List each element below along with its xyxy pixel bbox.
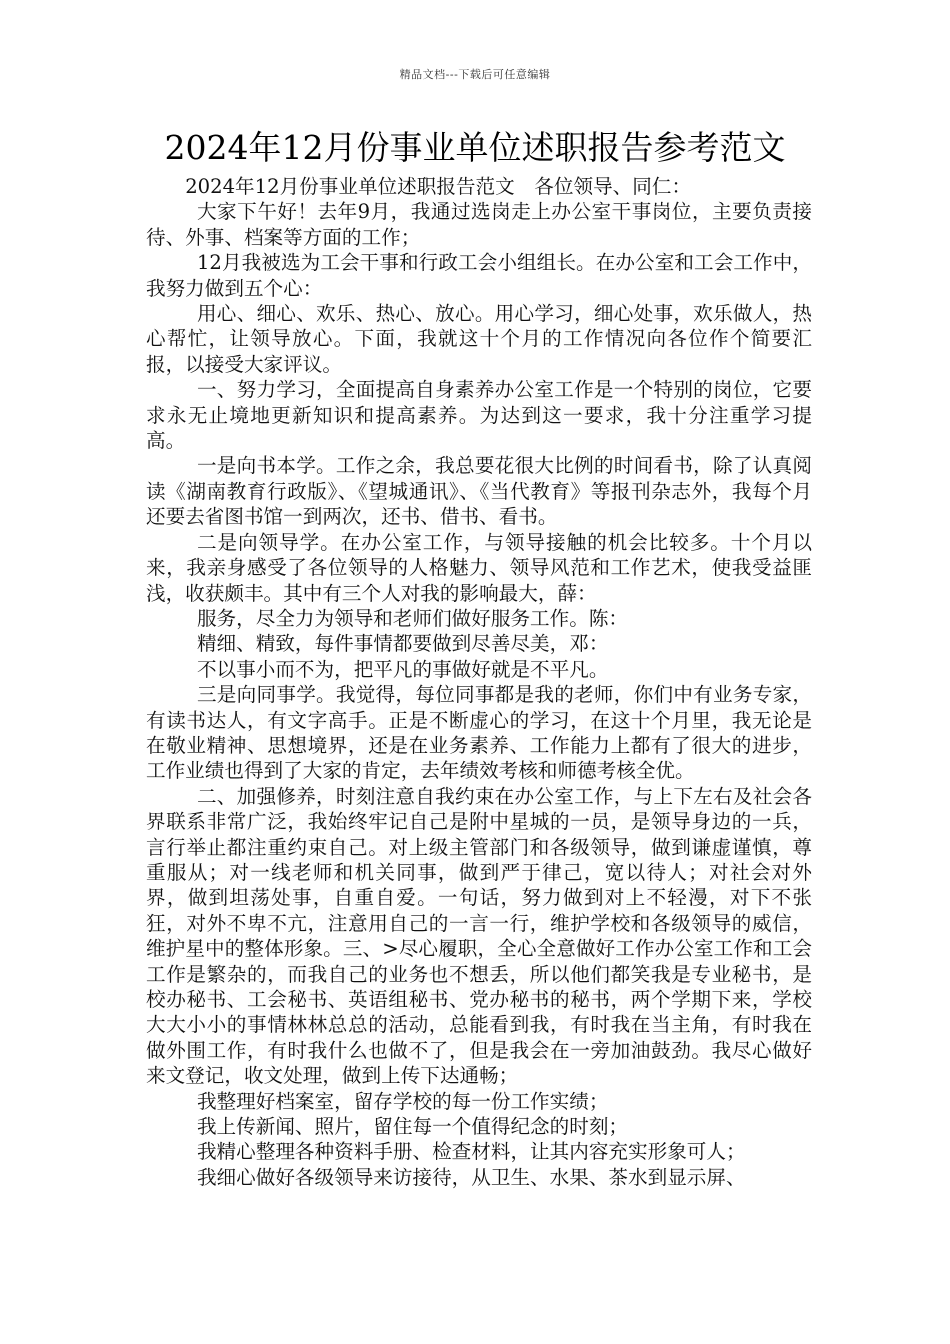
paragraph: 服务，尽全力为领导和老师们做好服务工作。陈： (196, 606, 629, 630)
paragraph: 12月我被选为工会干事和行政工会小组组长。在办公室和工会工作中，我努力做到五个心： (146, 251, 812, 300)
paragraph: 三是向同事学。我觉得，每位同事都是我的老师，你们中有业务专家，有读书达人，有文字高手。正是不断虚心的学习，在这十个月里，我无论是在敬业精神、思想境界，还是在业务素养、工作能力上都有了很大的进步，工作业绩也得到了大家的肯定，去年绩效考核和师德考核全优。 (146, 683, 812, 783)
document-body (146, 174, 812, 1190)
paragraph: 我整理好档案室，留存学校的每一份工作实绩； (196, 1089, 609, 1113)
paragraph: 一、努力学习，全面提高自身素养办公室工作是一个特别的岗位，它要求永无止境地更新知识和提高素养。为达到这一要求，我十分注重学习提高。 (146, 378, 812, 453)
paragraph: 精细、精致，每件事情都要做到尽善尽美，邓： (196, 632, 609, 656)
header-note: 精品文档---下载后可任意编辑 (399, 68, 551, 81)
paragraph: 不以事小而不为，把平凡的事做好就是不平凡。 (196, 657, 609, 681)
paragraph: 2024年12月份事业单位述职报告范文 各位领导、同仁： (185, 175, 692, 198)
paragraph: 用心、细心、欢乐、热心、放心。用心学习，细心处事，欢乐做人，热心帮忙，让领导放心。下面，我就这十个月的工作情况向各位作个简要汇报，以接受大家评议。 (146, 302, 812, 376)
paragraph: 一是向书本学。工作之余，我总要花很大比例的时间看书，除了认真阅读《湖南教育行政版》、《望城通讯》、《当代教育》等报刊杂志外，我每个月还要去省图书馆一到两次，还书、借书、看书。 (146, 454, 812, 529)
paragraph: 大家下午好！去年9月，我通过选岗走上办公室干事岗位，主要负责接待、外事、档案等方面的工作； (146, 200, 812, 249)
paragraph: 二是向领导学。在办公室工作，与领导接触的机会比较多。十个月以来，我亲身感受了各位领导的人格魅力、领导风范和工作艺术，使我受益匪浅，收获颇丰。其中有三个人对我的影响最大，薛： (146, 530, 812, 605)
paragraph: 我上传新闻、照片，留住每一个值得纪念的时刻； (196, 1115, 629, 1139)
paragraph: 二、加强修养，时刻注意自我约束在办公室工作，与上下左右及社会各界联系非常广泛，我始终牢记自己是附中星城的一员，是领导身边的一兵，言行举止都注重约束自己。对上级主管部门和各级领导，做到谦虚谨慎，尊重服从；对一线老师和机关同事，做到严于律己，宽以待人；对社会对外界，做到坦荡处事，自重自爱。一句话，努力做到对上不轻漫，对下不张狂，对外不卑不亢，注意用自己的一言一行，维护学校和各级领导的威信，维护星中的整体形象。三、>尽心履职，全心全意做好工作办公室工作和工会工作是繁杂的，而我自己的业务也不想丢，所以他们都笑我是专业秘书，是校办秘书、工会秘书、英语组秘书、党办秘书的秘书，两个学期下来，学校大大小小的事情林林总总的活动，总能看到我，有时我在当主角，有时我在做外围工作，有时我什么也做不了，但是我会在一旁加油鼓劲。我尽心做好来文登记，收文处理，做到上传下达通畅； (146, 784, 812, 1088)
paragraph: 我细心做好各级领导来访接待，从卫生、水果、茶水到显示屏、 (196, 1165, 746, 1189)
paragraph: 我精心整理各种资料手册、检查材料，让其内容充实形象可人； (196, 1140, 746, 1164)
document-title: 2024年12月份事业单位述职报告参考范文 (164, 128, 786, 167)
